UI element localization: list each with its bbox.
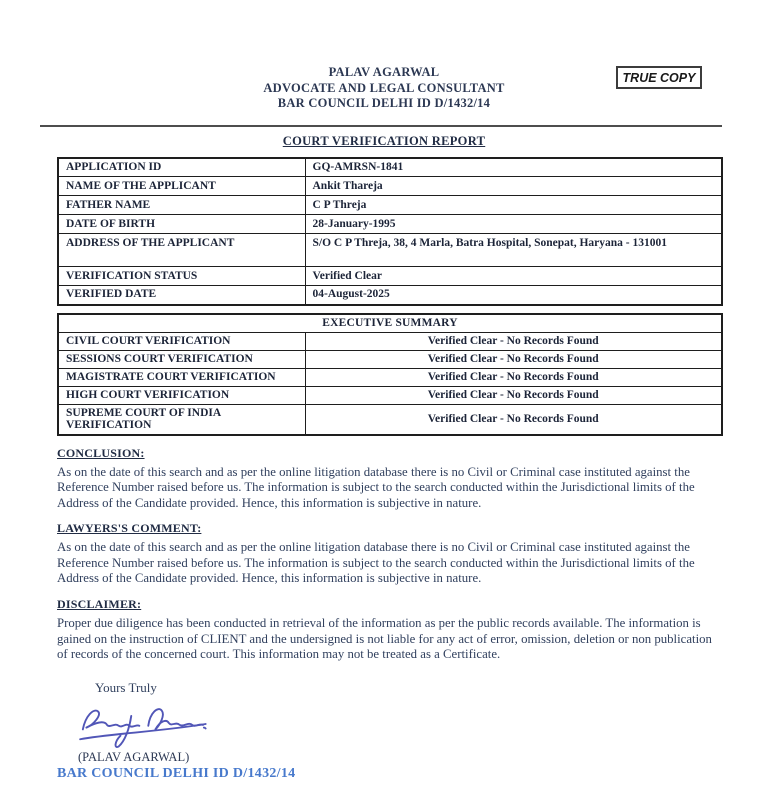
summary-label-cell: HIGH COURT VERIFICATION bbox=[58, 386, 305, 404]
table-row bbox=[58, 368, 722, 386]
executive-summary-table bbox=[57, 313, 723, 436]
table-row bbox=[58, 267, 722, 286]
signatory-bar-council-id: BAR COUNCIL DELHI ID D/1432/14 bbox=[57, 765, 296, 781]
table-row bbox=[58, 234, 722, 267]
header-divider-rule bbox=[40, 125, 722, 127]
advocate-name: PALAV AGARWAL bbox=[328, 65, 440, 79]
section-body: As on the date of this search and as per the online litigation database there is no Civil or Criminal case instituted against the Reference Number raised before us. The information is subject to the search conducted within the Jurisdictional limits of the Address of the Candidate provided. Hence, this information is subjective in nature. bbox=[57, 464, 695, 510]
executive-summary-header-row bbox=[58, 314, 722, 333]
letterhead bbox=[0, 0, 768, 112]
detail-label-cell: VERIFICATION STATUS bbox=[58, 267, 305, 286]
detail-value-cell: Ankit Thareja bbox=[305, 177, 722, 196]
detail-label-cell: ADDRESS OF THE APPLICANT bbox=[58, 234, 305, 267]
document-section bbox=[57, 597, 725, 663]
detail-label-cell: FATHER NAME bbox=[58, 196, 305, 215]
executive-summary-title: EXECUTIVE SUMMARY bbox=[58, 314, 722, 333]
detail-value-cell: 28-January-1995 bbox=[305, 215, 722, 234]
table-row bbox=[58, 177, 722, 196]
table-row bbox=[58, 158, 722, 177]
summary-label-cell: CIVIL COURT VERIFICATION bbox=[58, 332, 305, 350]
table-row bbox=[58, 196, 722, 215]
detail-value-cell: GQ-AMRSN-1841 bbox=[305, 158, 722, 177]
detail-value-cell: 04-August-2025 bbox=[305, 286, 722, 305]
section-body: As on the date of this search and as per the online litigation database there is no Civil or Criminal case instituted against the Reference Number raised before us. The information is subject to the search conducted within the Jurisdictional limits of the Address of the Candidate provided. Hence, this information is subjective in nature. bbox=[57, 540, 695, 586]
handwritten-signature-icon bbox=[73, 698, 211, 750]
section-heading: LAWYERS'S COMMENT: bbox=[57, 521, 202, 536]
table-row bbox=[58, 404, 722, 435]
applicant-details-body bbox=[58, 158, 722, 305]
narrative-sections bbox=[0, 446, 768, 663]
document-section bbox=[57, 521, 725, 587]
detail-value-cell: S/O C P Threja, 38, 4 Marla, Batra Hospital, Sonepat, Haryana - 131001 bbox=[305, 234, 722, 267]
signature-block bbox=[73, 698, 768, 750]
summary-label-cell: MAGISTRATE COURT VERIFICATION bbox=[58, 368, 305, 386]
signatory-name: (PALAV AGARWAL) bbox=[78, 749, 190, 764]
summary-value-cell: Verified Clear - No Records Found bbox=[305, 386, 722, 404]
advocate-bar-id: BAR COUNCIL DELHI ID D/1432/14 bbox=[277, 96, 491, 110]
detail-label-cell: VERIFIED DATE bbox=[58, 286, 305, 305]
executive-summary-body bbox=[58, 332, 722, 435]
section-body: Proper due diligence has been conducted in retrieval of the information as per the public records available. The information is gained on the instruction of CLIENT and the undersigned is not liable for any act of error, omission, deletion or non publication of records of the concerned court. This information may not be treated as a Certificate. bbox=[57, 616, 712, 662]
detail-label-cell: NAME OF THE APPLICANT bbox=[58, 177, 305, 196]
section-heading: DISCLAIMER: bbox=[57, 597, 142, 612]
detail-value-cell: Verified Clear bbox=[305, 267, 722, 286]
summary-value-cell: Verified Clear - No Records Found bbox=[305, 404, 722, 435]
table-row bbox=[58, 286, 722, 305]
advocate-designation: ADVOCATE AND LEGAL CONSULTANT bbox=[263, 80, 505, 95]
true-copy-stamp: TRUE COPY bbox=[616, 66, 702, 89]
table-row bbox=[58, 215, 722, 234]
table-row bbox=[58, 350, 722, 368]
detail-value-cell: C P Threja bbox=[305, 196, 722, 215]
section-heading: CONCLUSION: bbox=[57, 445, 145, 460]
document-section bbox=[57, 446, 725, 512]
summary-label-cell: SUPREME COURT OF INDIA VERIFICATION bbox=[58, 404, 305, 435]
detail-label-cell: APPLICATION ID bbox=[58, 158, 305, 177]
table-row bbox=[58, 386, 722, 404]
summary-label-cell: SESSIONS COURT VERIFICATION bbox=[58, 350, 305, 368]
page-title: COURT VERIFICATION REPORT bbox=[282, 133, 486, 148]
summary-value-cell: Verified Clear - No Records Found bbox=[305, 332, 722, 350]
summary-value-cell: Verified Clear - No Records Found bbox=[305, 350, 722, 368]
table-row bbox=[58, 332, 722, 350]
applicant-details-table bbox=[57, 157, 723, 306]
detail-label-cell: DATE OF BIRTH bbox=[58, 215, 305, 234]
summary-value-cell: Verified Clear - No Records Found bbox=[305, 368, 722, 386]
closing-line: Yours Truly bbox=[95, 679, 157, 695]
